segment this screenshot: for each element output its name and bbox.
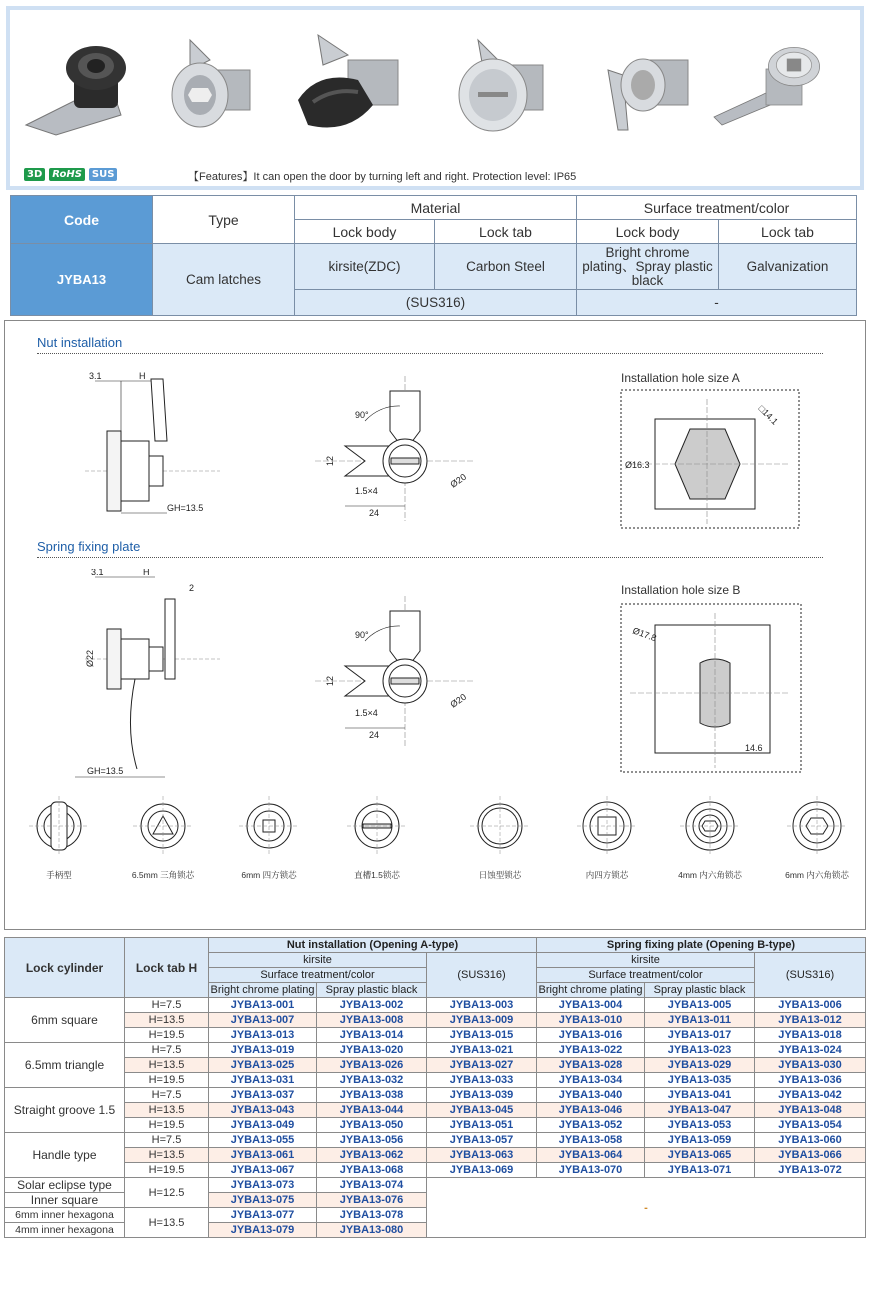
spring-side-view-drawing: [75, 569, 225, 779]
lock-tab-h-value: H=13.5: [125, 1058, 209, 1073]
dim-spring-1-5x4: 1.5×4: [355, 708, 378, 718]
core-label-inner-square: 内四方锁芯: [585, 870, 629, 880]
dim-1-5x4: 1.5×4: [355, 486, 378, 496]
part-code-cell: JYBA13-016: [537, 1028, 645, 1043]
lock-tab-h-value: H=12.5: [125, 1178, 209, 1208]
part-code-cell: JYBA13-064: [537, 1148, 645, 1163]
part-code-cell: JYBA13-031: [209, 1073, 317, 1088]
dim-spring-d20: Ø20: [448, 691, 469, 710]
lock-tab-h-value: H=19.5: [125, 1073, 209, 1088]
part-code-cell: JYBA13-005: [645, 998, 755, 1013]
nut-section-divider: [37, 353, 823, 354]
part-code-cell: JYBA13-023: [645, 1043, 755, 1058]
core-solar-eclipse-icon: [470, 796, 530, 856]
core-label-square: 6mm 四方锁芯: [241, 870, 297, 880]
surface-header: Surface treatment/color: [577, 196, 857, 220]
nut-installation-header: Nut installation (Opening A-type): [209, 938, 537, 953]
cylinder-type-label: Solar eclipse type: [5, 1178, 125, 1193]
surface-lock-tab-header: Lock tab: [719, 220, 857, 244]
table-row: [5, 1088, 866, 1103]
part-code-cell: JYBA13-056: [317, 1133, 427, 1148]
dim-90: 90°: [355, 410, 369, 420]
part-code-cell: JYBA13-030: [755, 1058, 866, 1073]
dim-spring-24: 24: [369, 730, 380, 740]
hole-size-b-title: Installation hole size B: [621, 583, 741, 597]
part-code-cell: JYBA13-073: [209, 1178, 317, 1193]
nut-front-view-drawing: [305, 376, 485, 521]
part-code-cell: JYBA13-067: [209, 1163, 317, 1178]
part-code-cell: JYBA13-029: [645, 1058, 755, 1073]
part-code-cell: JYBA13-076: [317, 1193, 427, 1208]
table-row: [5, 1103, 866, 1118]
dim-24: 24: [369, 508, 380, 518]
type-value: Cam latches: [153, 244, 295, 316]
part-code-cell: JYBA13-011: [645, 1013, 755, 1028]
core-groove-icon: [347, 796, 407, 856]
part-code-cell: JYBA13-057: [427, 1133, 537, 1148]
table-row: [5, 1043, 866, 1058]
product-photo-4: [438, 30, 558, 140]
part-code-cell: JYBA13-022: [537, 1043, 645, 1058]
lock-tab-h-value: H=7.5: [125, 1043, 209, 1058]
spring-plate-header: Spring fixing plate (Opening B-type): [537, 938, 866, 953]
spring-spray-header: Spray plastic black: [645, 983, 755, 998]
spring-sus-header: (SUS316): [755, 953, 866, 998]
sus-material-value: (SUS316): [295, 290, 577, 316]
part-code-cell: JYBA13-015: [427, 1028, 537, 1043]
core-hex-4mm: [660, 796, 760, 881]
cylinder-type-label: Handle type: [5, 1133, 125, 1178]
cylinder-type-label: Straight groove 1.5: [5, 1088, 125, 1133]
dim-b-diameter: Ø17.8: [631, 625, 658, 644]
cylinder-type-label: 4mm inner hexagona: [5, 1223, 125, 1238]
certification-badges: [24, 168, 117, 181]
core-hex-4mm-icon: [680, 796, 740, 856]
table-row: [5, 1028, 866, 1043]
part-code-cell: JYBA13-051: [427, 1118, 537, 1133]
sus-surface-value: -: [577, 290, 857, 316]
nut-surface-header: Surface treatment/color: [209, 968, 427, 983]
core-solar-eclipse: [450, 796, 550, 881]
dim-b-width: 14.6: [745, 743, 763, 753]
type-header: Type: [153, 196, 295, 244]
part-code-cell: JYBA13-061: [209, 1148, 317, 1163]
material-lock-body-header: Lock body: [295, 220, 435, 244]
part-code-cell: JYBA13-013: [209, 1028, 317, 1043]
cylinder-type-label: 6.5mm triangle: [5, 1043, 125, 1088]
nut-sus-header: (SUS316): [427, 953, 537, 998]
part-code-cell: JYBA13-033: [427, 1073, 537, 1088]
part-code-cell: JYBA13-020: [317, 1043, 427, 1058]
part-code-cell: JYBA13-042: [755, 1088, 866, 1103]
part-code-cell: JYBA13-054: [755, 1118, 866, 1133]
lock-tab-h-value: H=7.5: [125, 1088, 209, 1103]
table-row: [5, 1163, 866, 1178]
table-row: [5, 1058, 866, 1073]
product-photo-5: [588, 30, 708, 140]
core-inner-square-icon: [577, 796, 637, 856]
part-code-cell: JYBA13-010: [537, 1013, 645, 1028]
part-code-cell: JYBA13-070: [537, 1163, 645, 1178]
part-code-cell: JYBA13-071: [645, 1163, 755, 1178]
core-handle-icon: [29, 796, 89, 856]
product-photo-2: [150, 30, 270, 140]
lock-tab-h-value: H=13.5: [125, 1103, 209, 1118]
spring-bright-header: Bright chrome plating: [537, 983, 645, 998]
part-code-cell: JYBA13-059: [645, 1133, 755, 1148]
nut-side-view-drawing: [75, 371, 225, 521]
lock-tab-h-value: H=19.5: [125, 1118, 209, 1133]
part-code-cell: JYBA13-079: [209, 1223, 317, 1238]
core-triangle: [113, 796, 213, 881]
part-code-cell: JYBA13-021: [427, 1043, 537, 1058]
hole-size-a-drawing: [620, 389, 800, 529]
dim-3-1: 3.1: [89, 371, 102, 381]
part-code-cell: JYBA13-053: [645, 1118, 755, 1133]
part-code-cell: JYBA13-068: [317, 1163, 427, 1178]
part-code-cell: JYBA13-024: [755, 1043, 866, 1058]
core-inner-square: [557, 796, 657, 881]
part-code-cell: JYBA13-017: [645, 1028, 755, 1043]
surface-tab-value: Galvanization: [719, 244, 857, 290]
part-code-cell: JYBA13-014: [317, 1028, 427, 1043]
part-code-cell: JYBA13-006: [755, 998, 866, 1013]
core-square: [219, 796, 319, 881]
product-photo-panel: [6, 6, 864, 190]
drawings-panel: [4, 320, 866, 930]
part-code-cell: JYBA13-062: [317, 1148, 427, 1163]
cylinder-type-label: 6mm inner hexagona: [5, 1208, 125, 1223]
table-row: [5, 1073, 866, 1088]
core-triangle-icon: [133, 796, 193, 856]
surface-lock-body-header: Lock body: [577, 220, 719, 244]
dim-spring-h: H: [143, 569, 150, 577]
surface-body-value: Bright chrome plating、Spray plastic black: [577, 244, 719, 290]
part-code-cell: JYBA13-034: [537, 1073, 645, 1088]
dim-2: 2: [189, 583, 195, 593]
part-code-cell: JYBA13-052: [537, 1118, 645, 1133]
part-code-cell: JYBA13-038: [317, 1088, 427, 1103]
part-code-cell: JYBA13-075: [209, 1193, 317, 1208]
core-groove: [327, 796, 427, 881]
part-code-cell: JYBA13-012: [755, 1013, 866, 1028]
core-label-hex-6mm: 6mm 内六角锁芯: [785, 870, 849, 880]
lock-tab-h-value: H=7.5: [125, 998, 209, 1013]
core-label-groove: 直槽1.5锁芯: [354, 870, 400, 880]
part-code-cell: JYBA13-043: [209, 1103, 317, 1118]
not-available-dash: -: [427, 1178, 866, 1238]
lock-tab-h-value: H=13.5: [125, 1013, 209, 1028]
hole-size-b-drawing: [620, 603, 802, 773]
part-code-cell: JYBA13-018: [755, 1028, 866, 1043]
part-code-cell: JYBA13-044: [317, 1103, 427, 1118]
code-value: JYBA13: [11, 244, 153, 316]
spring-section-divider: [37, 557, 823, 558]
product-photo-3: [288, 30, 408, 140]
table-row: [5, 1118, 866, 1133]
part-code-cell: JYBA13-036: [755, 1073, 866, 1088]
dim-a-diameter: Ø16.3: [625, 460, 650, 470]
material-header: Material: [295, 196, 577, 220]
material-tab-value: Carbon Steel: [435, 244, 577, 290]
hole-size-a-title: Installation hole size A: [621, 371, 740, 385]
part-code-cell: JYBA13-019: [209, 1043, 317, 1058]
part-code-cell: JYBA13-025: [209, 1058, 317, 1073]
dim-spring-3-1: 3.1: [91, 569, 104, 577]
dim-12: 12: [325, 455, 335, 466]
table-row: [5, 1148, 866, 1163]
table-row: [5, 1178, 866, 1193]
part-code-cell: JYBA13-058: [537, 1133, 645, 1148]
part-code-cell: JYBA13-080: [317, 1223, 427, 1238]
core-label-solar-eclipse: 日蚀型锁芯: [478, 870, 522, 880]
part-code-cell: JYBA13-004: [537, 998, 645, 1013]
core-hex-6mm-icon: [787, 796, 847, 856]
part-code-cell: JYBA13-040: [537, 1088, 645, 1103]
dim-h: H: [139, 371, 146, 381]
product-photo-6: [710, 30, 830, 140]
features-text: 【Features】It can open the door by turning left and right. Protection level: IP65: [188, 171, 577, 183]
part-code-cell: JYBA13-003: [427, 998, 537, 1013]
part-code-cell: JYBA13-074: [317, 1178, 427, 1193]
table-row: [5, 1133, 866, 1148]
part-code-cell: JYBA13-008: [317, 1013, 427, 1028]
part-code-cell: JYBA13-063: [427, 1148, 537, 1163]
part-code-cell: JYBA13-069: [427, 1163, 537, 1178]
cylinder-type-label: 6mm square: [5, 998, 125, 1043]
lock-tab-h-value: H=19.5: [125, 1163, 209, 1178]
part-code-cell: JYBA13-066: [755, 1148, 866, 1163]
table-row: [5, 998, 866, 1013]
nut-bright-header: Bright chrome plating: [209, 983, 317, 998]
spring-surface-header: Surface treatment/color: [537, 968, 755, 983]
table-row: [5, 1013, 866, 1028]
spring-front-view-drawing: [305, 596, 485, 746]
nut-kirsite-header: kirsite: [209, 953, 427, 968]
badge-rohs: RoHS: [49, 168, 85, 181]
material-lock-tab-header: Lock tab: [435, 220, 577, 244]
cylinder-part-number-table: [4, 937, 866, 1238]
core-label-triangle: 6.5mm 三角锁芯: [131, 870, 195, 880]
part-code-cell: JYBA13-009: [427, 1013, 537, 1028]
core-handle-type: [9, 796, 109, 881]
part-code-cell: JYBA13-049: [209, 1118, 317, 1133]
part-code-cell: JYBA13-002: [317, 998, 427, 1013]
part-code-cell: JYBA13-028: [537, 1058, 645, 1073]
part-code-cell: JYBA13-078: [317, 1208, 427, 1223]
material-body-value: kirsite(ZDC): [295, 244, 435, 290]
badge-sus: SUS: [89, 168, 118, 181]
part-code-cell: JYBA13-055: [209, 1133, 317, 1148]
dim-gh: GH=13.5: [167, 503, 204, 513]
part-code-cell: JYBA13-060: [755, 1133, 866, 1148]
nut-installation-title: Nut installation: [37, 335, 123, 350]
core-label-handle: 手柄型: [46, 870, 72, 880]
cylinder-type-label: Inner square: [5, 1193, 125, 1208]
part-code-cell: JYBA13-007: [209, 1013, 317, 1028]
lock-tab-h-value: H=13.5: [125, 1148, 209, 1163]
part-code-cell: JYBA13-045: [427, 1103, 537, 1118]
spec-table: [10, 195, 857, 316]
part-code-cell: JYBA13-047: [645, 1103, 755, 1118]
spring-fixing-title: Spring fixing plate: [37, 539, 141, 554]
part-code-cell: JYBA13-032: [317, 1073, 427, 1088]
part-code-cell: JYBA13-077: [209, 1208, 317, 1223]
dim-spring-12: 12: [325, 675, 335, 686]
dim-d20: Ø20: [448, 471, 469, 490]
dim-d22: Ø22: [85, 649, 95, 667]
part-code-cell: JYBA13-026: [317, 1058, 427, 1073]
core-label-hex-4mm: 4mm 内六角锁芯: [678, 870, 742, 880]
part-code-cell: JYBA13-041: [645, 1088, 755, 1103]
part-code-cell: JYBA13-065: [645, 1148, 755, 1163]
product-photo-1: [16, 30, 136, 140]
core-square-icon: [239, 796, 299, 856]
lock-tab-h-value: H=7.5: [125, 1133, 209, 1148]
dim-spring-90: 90°: [355, 630, 369, 640]
part-code-cell: JYBA13-048: [755, 1103, 866, 1118]
part-code-cell: JYBA13-037: [209, 1088, 317, 1103]
part-code-cell: JYBA13-039: [427, 1088, 537, 1103]
part-code-cell: JYBA13-027: [427, 1058, 537, 1073]
part-code-cell: JYBA13-072: [755, 1163, 866, 1178]
nut-spray-header: Spray plastic black: [317, 983, 427, 998]
part-code-cell: JYBA13-001: [209, 998, 317, 1013]
lock-cylinder-header: Lock cylinder: [5, 938, 125, 998]
core-hex-6mm: [767, 796, 867, 881]
spring-kirsite-header: kirsite: [537, 953, 755, 968]
lock-tab-h-value: H=13.5: [125, 1208, 209, 1238]
lock-tab-h-value: H=19.5: [125, 1028, 209, 1043]
code-header: Code: [11, 196, 153, 244]
dim-spring-gh: GH=13.5: [87, 766, 124, 776]
badge-3d: 3D: [24, 168, 45, 181]
dim-a-square: □14.1: [756, 403, 780, 427]
part-code-cell: JYBA13-050: [317, 1118, 427, 1133]
part-code-cell: JYBA13-035: [645, 1073, 755, 1088]
lock-tab-h-header: Lock tab H: [125, 938, 209, 998]
part-code-cell: JYBA13-046: [537, 1103, 645, 1118]
